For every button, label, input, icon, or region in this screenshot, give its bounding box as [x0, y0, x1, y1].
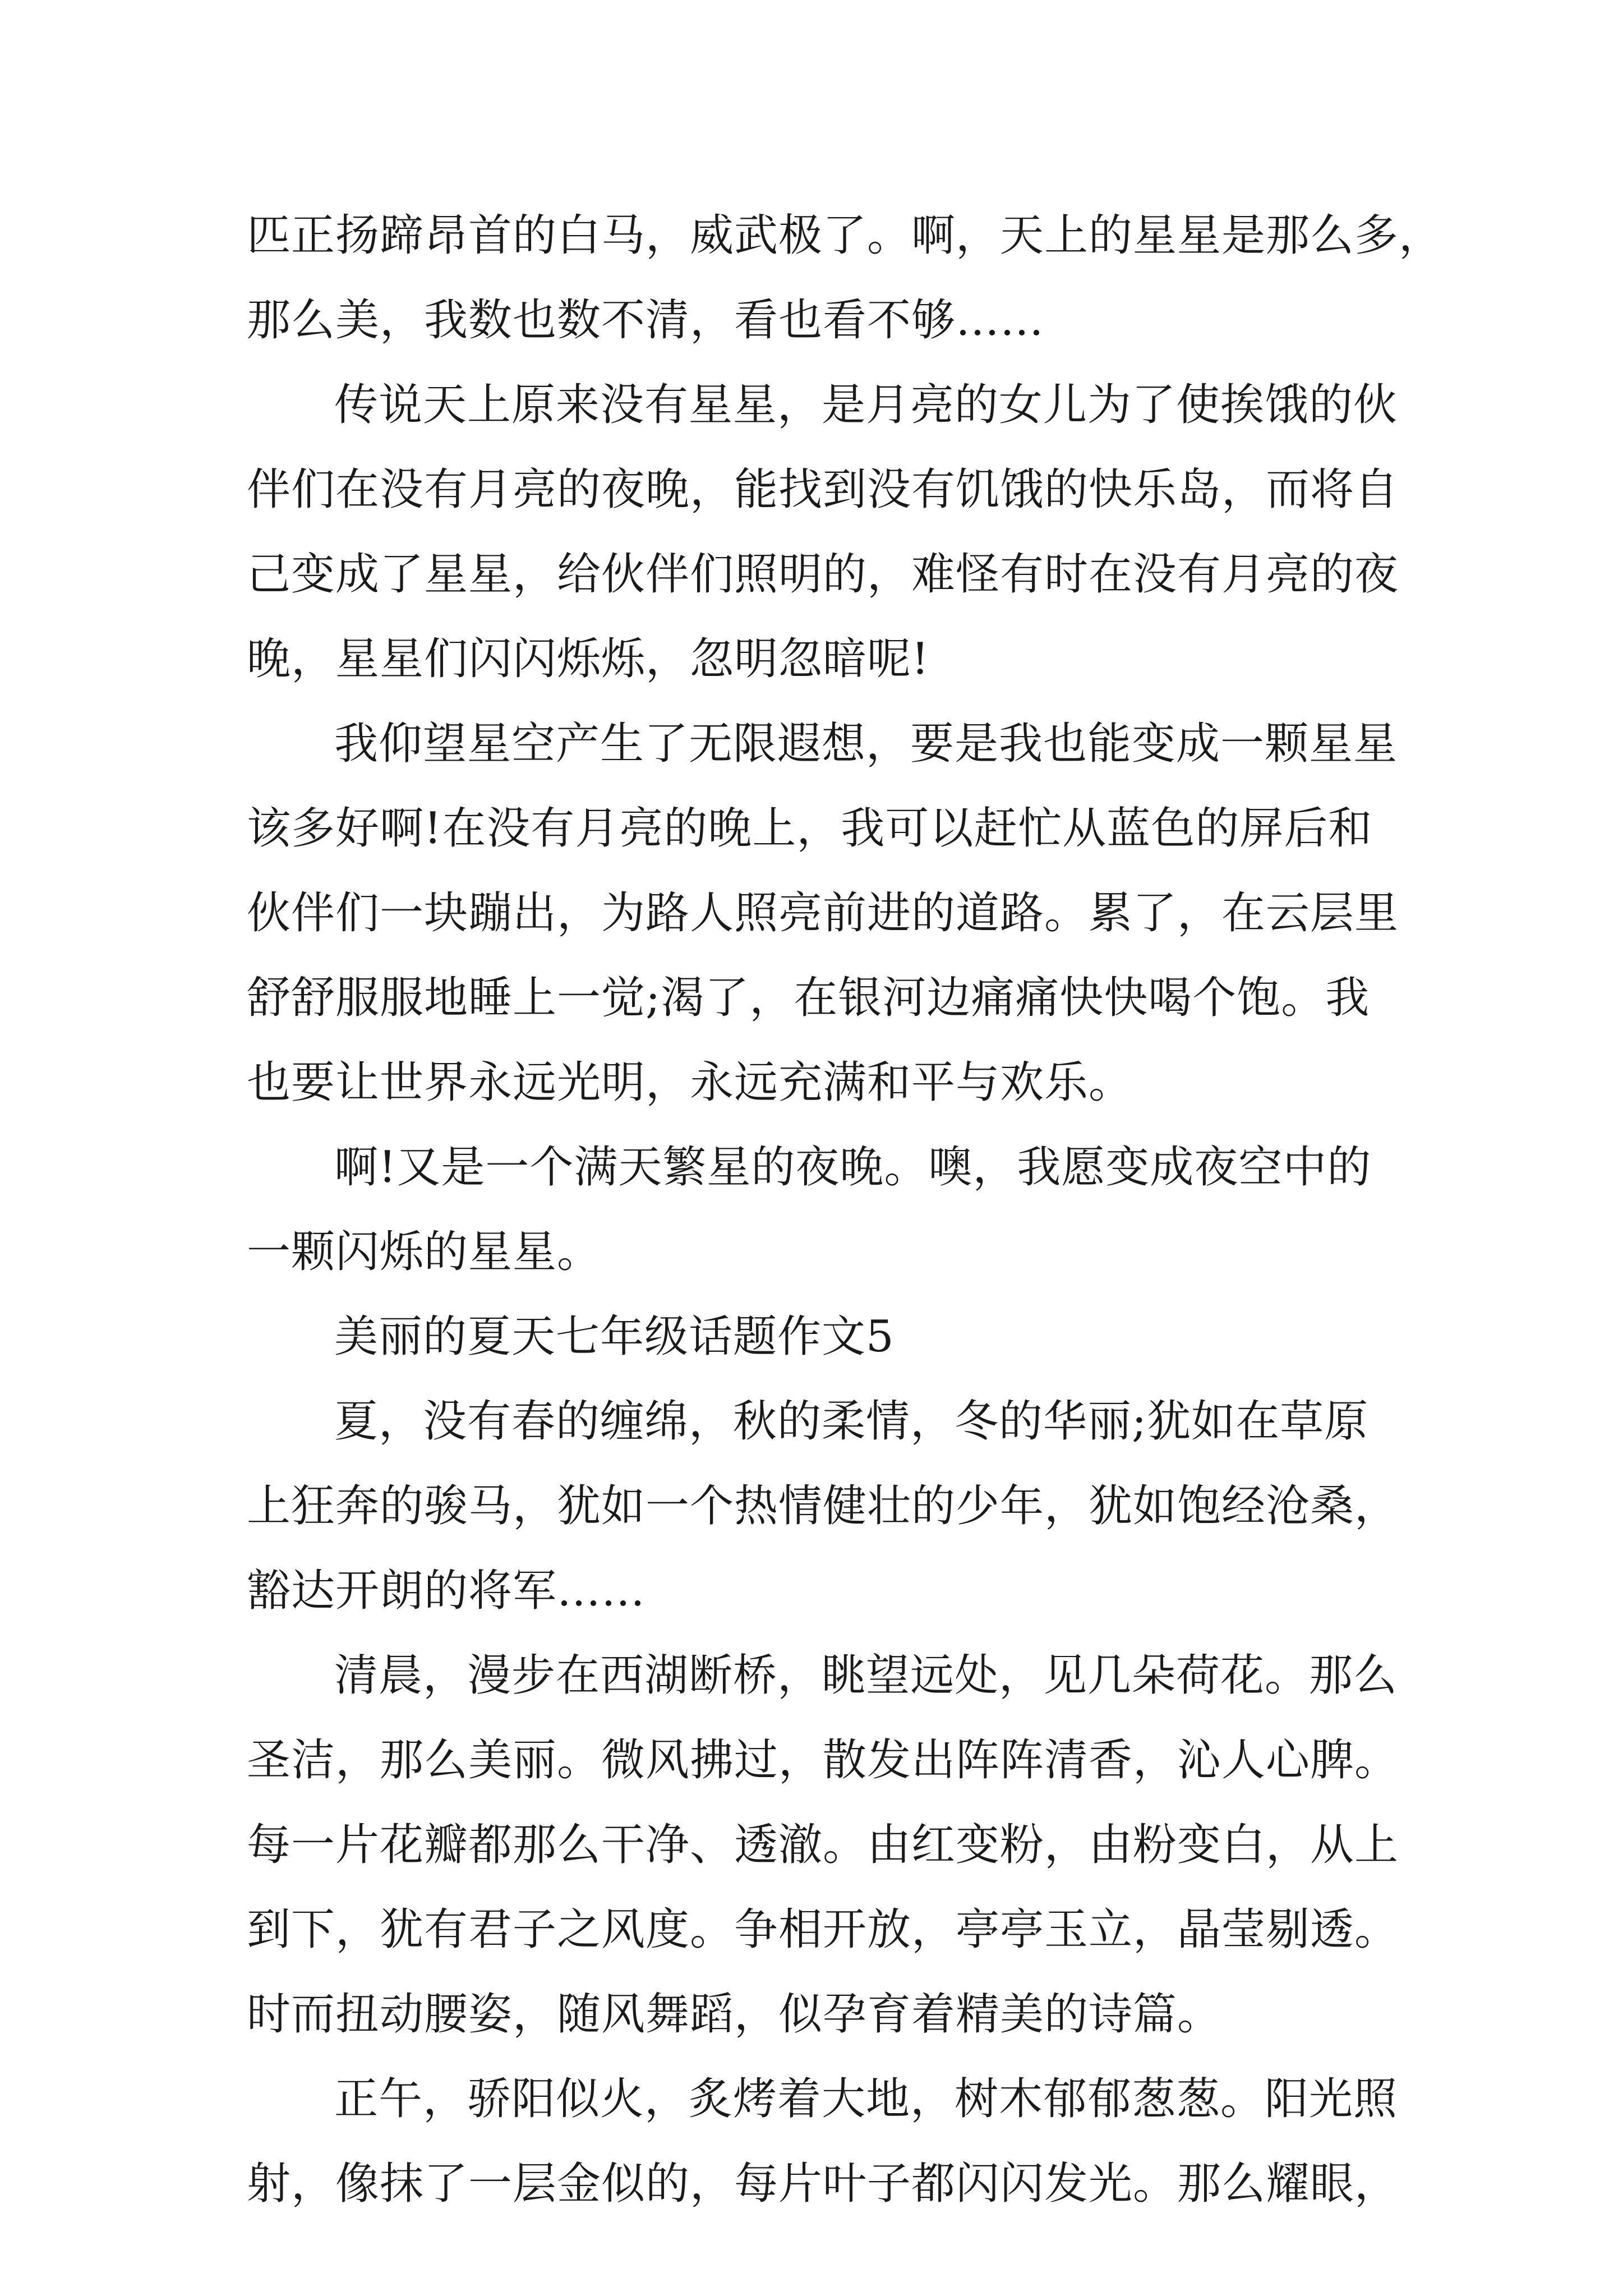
text-line: 伙伴们一块蹦出，为路人照亮前进的道路。累了，在云层里 [247, 888, 1399, 938]
text-line: 每一片花瓣都那么干净、透澈。由红变粉，由粉变白，从上 [247, 1820, 1399, 1870]
text-line: 到下，犹有君子之风度。争相开放，亭亭玉立，晶莹剔透。 [247, 1904, 1399, 1955]
text-line: 匹正扬蹄昂首的白马，威武极了。啊，天上的星星是那么多， [247, 210, 1444, 261]
text-line: 时而扭动腰姿，随风舞蹈，似孕育着精美的诗篇。 [247, 1989, 1222, 2040]
text-line: 射，像抹了一层金似的，每片叶子都闪闪发光。那么耀眼， [247, 2159, 1399, 2209]
text-line: 清晨，漫步在西湖断桥，眺望远处，见几朵荷花。那么 [334, 1650, 1398, 1701]
text-line: 那么美，我数也数不清，看也看不够…… [247, 295, 1045, 346]
text-line: 豁达开朗的将军…… [247, 1566, 646, 1616]
text-line: 我仰望星空产生了无限遐想，要是我也能变成一颗星星 [334, 719, 1398, 769]
text-line: 也要让世界永远光明，永远充满和平与欢乐。 [247, 1057, 1133, 1108]
text-line: 正午，骄阳似火，炙烤着大地，树木郁郁葱葱。阳光照 [334, 2074, 1398, 2124]
text-line: 一颗闪烁的星星。 [247, 1227, 602, 1277]
text-line: 夏，没有春的缠绵，秋的柔情，冬的华丽;犹如在草原 [334, 1396, 1369, 1447]
text-line: 晚，星星们闪闪烁烁，忽明忽暗呢! [247, 634, 930, 684]
document-body [247, 194, 1444, 2226]
text-line: 圣洁，那么美丽。微风拂过，散发出阵阵清香，沁人心脾。 [247, 1735, 1399, 1786]
text-line: 传说天上原来没有星星，是月亮的女儿为了使挨饿的伙 [334, 380, 1398, 430]
text-line: 己变成了星星，给伙伴们照明的，难怪有时在没有月亮的夜 [247, 549, 1399, 600]
text-line: 啊!又是一个满天繁星的夜晚。噢，我愿变成夜空中的 [334, 1142, 1372, 1193]
text-line: 上狂奔的骏马，犹如一个热情健壮的少年，犹如饱经沧桑， [247, 1481, 1399, 1531]
text-line: 伴们在没有月亮的夜晚，能找到没有饥饿的快乐岛，而将自 [247, 464, 1399, 515]
text-line: 舒舒服服地睡上一觉;渴了，在银河边痛痛快快喝个饱。我 [247, 973, 1370, 1023]
section-heading: 美丽的夏天七年级话题作文5 [334, 1312, 895, 1362]
text-line: 该多好啊!在没有月亮的晚上，我可以赶忙从蓝色的屏后和 [247, 803, 1373, 854]
